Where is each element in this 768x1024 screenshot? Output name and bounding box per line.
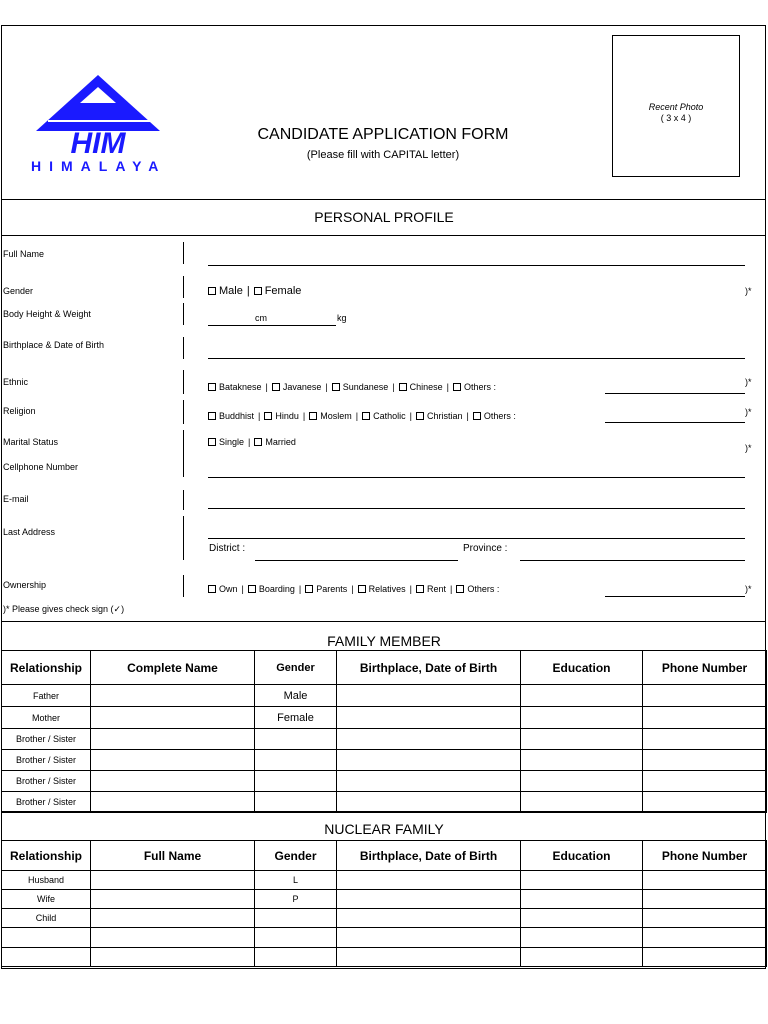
religion-options: Buddhist | Hindu | Moslem | Catholic | Christian | Others : bbox=[208, 411, 516, 421]
divider bbox=[1, 811, 766, 812]
checkbox-ownership-others[interactable] bbox=[456, 585, 464, 593]
photo-box[interactable] bbox=[612, 35, 740, 177]
table-cell[interactable]: Brother / Sister bbox=[2, 729, 91, 750]
checkbox-married[interactable] bbox=[254, 438, 262, 446]
height-field[interactable] bbox=[208, 325, 336, 326]
gender-label: Gender bbox=[3, 286, 34, 296]
column-header: Gender bbox=[255, 841, 337, 871]
province-label: Province : bbox=[463, 543, 508, 554]
column-header: Gender bbox=[255, 651, 337, 685]
table-cell[interactable] bbox=[91, 729, 255, 750]
required-mark: )* bbox=[745, 584, 752, 594]
option-married: Married bbox=[265, 437, 296, 447]
table-cell[interactable] bbox=[521, 771, 643, 792]
table-cell[interactable]: Father bbox=[2, 685, 91, 707]
column-header: Birthplace, Date of Birth bbox=[337, 841, 521, 871]
table-cell[interactable] bbox=[643, 707, 767, 729]
address-field[interactable] bbox=[208, 538, 745, 539]
table-cell[interactable] bbox=[255, 948, 337, 967]
column-header: Complete Name bbox=[91, 651, 255, 685]
province-field[interactable] bbox=[520, 560, 745, 561]
family-member-title: FAMILY MEMBER bbox=[327, 633, 441, 649]
option-catholic: Catholic bbox=[373, 411, 406, 421]
table-row bbox=[2, 890, 767, 909]
table-cell[interactable] bbox=[337, 948, 521, 967]
divider bbox=[1, 199, 766, 200]
column-header: Birthplace, Date of Birth bbox=[337, 651, 521, 685]
cm-unit: cm bbox=[255, 313, 267, 323]
table-cell[interactable] bbox=[91, 707, 255, 729]
checkbox-single[interactable] bbox=[208, 438, 216, 446]
checkbox-chinese[interactable] bbox=[399, 383, 407, 391]
checkbox-boarding[interactable] bbox=[248, 585, 256, 593]
table-cell[interactable] bbox=[643, 792, 767, 813]
table-cell[interactable] bbox=[521, 792, 643, 813]
table-cell[interactable] bbox=[521, 909, 643, 928]
table-cell[interactable] bbox=[255, 928, 337, 948]
option-christian: Christian bbox=[426, 411, 463, 421]
table-row bbox=[2, 928, 767, 948]
option-javanese: Javanese bbox=[282, 382, 322, 392]
full-name-label: Full Name bbox=[3, 249, 45, 259]
column-header: Phone Number bbox=[643, 841, 767, 871]
table-cell[interactable] bbox=[521, 729, 643, 750]
table-cell[interactable] bbox=[521, 750, 643, 771]
separator-bar bbox=[183, 575, 184, 597]
separator-bar bbox=[183, 400, 184, 424]
table-cell[interactable] bbox=[255, 792, 337, 813]
option-ethnic-others: Others : bbox=[464, 382, 497, 392]
separator-bar bbox=[183, 276, 184, 298]
option-male: Male bbox=[219, 285, 243, 297]
marital-label: Marital Status bbox=[3, 437, 59, 447]
table-cell[interactable] bbox=[255, 729, 337, 750]
column-header: Relationship bbox=[2, 841, 91, 871]
ownership-others-field[interactable] bbox=[605, 596, 745, 597]
table-cell[interactable] bbox=[337, 890, 521, 909]
check-sign-note: )* Please gives check sign (✓) bbox=[3, 604, 125, 614]
option-bataknese: Bataknese bbox=[219, 382, 262, 392]
table-cell[interactable] bbox=[643, 729, 767, 750]
separator-bar bbox=[183, 430, 184, 477]
checkbox-ethnic-others[interactable] bbox=[453, 383, 461, 391]
table-row bbox=[2, 909, 767, 928]
required-mark: )* bbox=[745, 407, 752, 417]
ownership-label: Ownership bbox=[3, 580, 47, 590]
table-cell[interactable] bbox=[91, 909, 255, 928]
checkbox-relatives[interactable] bbox=[358, 585, 366, 593]
photo-label: Recent Photo bbox=[648, 102, 704, 112]
table-cell[interactable] bbox=[255, 750, 337, 771]
table-cell[interactable] bbox=[643, 750, 767, 771]
table-cell[interactable] bbox=[255, 909, 337, 928]
table-cell[interactable] bbox=[643, 909, 767, 928]
table-row bbox=[2, 750, 767, 771]
required-mark: )* bbox=[745, 286, 752, 296]
checkbox-javanese[interactable] bbox=[272, 383, 280, 391]
separator-bar bbox=[183, 242, 184, 264]
table-cell[interactable] bbox=[521, 871, 643, 890]
nuclear-family-table bbox=[1, 840, 767, 967]
required-mark: )* bbox=[745, 443, 752, 453]
option-ownership-others: Others : bbox=[467, 584, 500, 594]
photo-size: ( 3 x 4 ) bbox=[660, 113, 692, 123]
option-hindu: Hindu bbox=[275, 411, 299, 421]
table-cell[interactable] bbox=[337, 871, 521, 890]
table-cell[interactable]: Brother / Sister bbox=[2, 750, 91, 771]
checkbox-rent[interactable] bbox=[416, 585, 424, 593]
email-label: E-mail bbox=[3, 494, 29, 504]
checkbox-religion-others[interactable] bbox=[473, 412, 481, 420]
family-member-table bbox=[1, 650, 767, 813]
option-relatives: Relatives bbox=[368, 584, 406, 594]
option-religion-others: Others : bbox=[483, 411, 516, 421]
option-buddhist: Buddhist bbox=[219, 411, 255, 421]
table-cell[interactable] bbox=[91, 890, 255, 909]
column-header: Education bbox=[521, 651, 643, 685]
option-sundanese: Sundanese bbox=[342, 382, 389, 392]
table-cell[interactable] bbox=[521, 890, 643, 909]
required-mark: )* bbox=[745, 377, 752, 387]
table-cell[interactable]: Male bbox=[255, 685, 337, 707]
checkbox-parents[interactable] bbox=[305, 585, 313, 593]
checkbox-christian[interactable] bbox=[416, 412, 424, 420]
district-label: District : bbox=[209, 543, 246, 554]
table-row bbox=[2, 707, 767, 729]
table-cell[interactable]: Brother / Sister bbox=[2, 771, 91, 792]
logo-mark-text: HIM bbox=[70, 127, 126, 160]
table-cell[interactable] bbox=[643, 890, 767, 909]
table-row bbox=[2, 948, 767, 967]
table-cell[interactable]: Child bbox=[2, 909, 91, 928]
table-cell[interactable] bbox=[337, 707, 521, 729]
table-cell[interactable] bbox=[337, 750, 521, 771]
table-cell[interactable] bbox=[337, 771, 521, 792]
table-cell[interactable]: Female bbox=[255, 707, 337, 729]
table-cell[interactable]: Husband bbox=[2, 871, 91, 890]
district-field[interactable] bbox=[255, 560, 458, 561]
table-cell[interactable] bbox=[643, 871, 767, 890]
logo-text: HIMALAYA bbox=[31, 158, 167, 173]
birth-label: Birthplace & Date of Birth bbox=[3, 340, 105, 350]
email-field[interactable] bbox=[208, 508, 745, 509]
option-parents: Parents bbox=[316, 584, 348, 594]
table-cell[interactable] bbox=[521, 928, 643, 948]
table-cell[interactable] bbox=[91, 792, 255, 813]
ethnic-options: Bataknese | Javanese | Sundanese | Chinese | Others : bbox=[208, 382, 496, 392]
company-logo bbox=[28, 73, 188, 173]
page-title: CANDIDATE APPLICATION FORM bbox=[257, 126, 509, 143]
table-cell[interactable] bbox=[2, 928, 91, 948]
table-cell[interactable] bbox=[521, 948, 643, 967]
option-chinese: Chinese bbox=[409, 382, 443, 392]
checkbox-catholic[interactable] bbox=[362, 412, 370, 420]
address-label: Last Address bbox=[3, 527, 56, 537]
checkbox-buddhist[interactable] bbox=[208, 412, 216, 420]
separator-bar bbox=[183, 516, 184, 560]
table-cell[interactable] bbox=[255, 771, 337, 792]
column-header: Education bbox=[521, 841, 643, 871]
table-cell[interactable] bbox=[91, 948, 255, 967]
column-header: Full Name bbox=[91, 841, 255, 871]
checkbox-own[interactable] bbox=[208, 585, 216, 593]
checkbox-moslem[interactable] bbox=[309, 412, 317, 420]
table-cell[interactable] bbox=[337, 792, 521, 813]
column-header: Phone Number bbox=[643, 651, 767, 685]
table-cell[interactable] bbox=[521, 707, 643, 729]
table-cell[interactable] bbox=[337, 685, 521, 707]
separator-bar bbox=[183, 303, 184, 325]
checkbox-male[interactable] bbox=[208, 287, 216, 295]
table-cell[interactable] bbox=[91, 871, 255, 890]
table-cell[interactable] bbox=[643, 685, 767, 707]
table-cell[interactable] bbox=[91, 750, 255, 771]
divider bbox=[1, 621, 766, 622]
separator-bar bbox=[183, 490, 184, 510]
religion-others-field[interactable] bbox=[605, 422, 745, 423]
cellphone-label: Cellphone Number bbox=[3, 462, 79, 472]
checkbox-bataknese[interactable] bbox=[208, 383, 216, 391]
table-cell[interactable]: L bbox=[255, 871, 337, 890]
table-row bbox=[2, 685, 767, 707]
table-cell[interactable] bbox=[521, 685, 643, 707]
column-header: Relationship bbox=[2, 651, 91, 685]
logo-mark-icon bbox=[28, 73, 188, 173]
ownership-options: Own | Boarding | Parents | Relatives | Rent | Others : bbox=[208, 584, 499, 594]
separator-bar bbox=[183, 370, 184, 394]
table-cell[interactable] bbox=[337, 729, 521, 750]
table-row bbox=[2, 792, 767, 813]
table-cell[interactable]: P bbox=[255, 890, 337, 909]
table-cell[interactable]: Brother / Sister bbox=[2, 792, 91, 813]
table-cell[interactable]: Wife bbox=[2, 890, 91, 909]
checkbox-hindu[interactable] bbox=[264, 412, 272, 420]
cellphone-field[interactable] bbox=[208, 477, 745, 478]
nuclear-family-title: NUCLEAR FAMILY bbox=[324, 821, 444, 837]
body-label: Body Height & Weight bbox=[3, 309, 91, 319]
table-cell[interactable]: Mother bbox=[2, 707, 91, 729]
table-cell[interactable] bbox=[337, 909, 521, 928]
table-cell[interactable] bbox=[91, 685, 255, 707]
kg-unit: kg bbox=[337, 313, 347, 323]
table-cell[interactable] bbox=[643, 948, 767, 967]
table-cell[interactable] bbox=[2, 948, 91, 967]
marital-options: Single | Married bbox=[208, 437, 296, 447]
ethnic-label: Ethnic bbox=[3, 377, 29, 387]
divider bbox=[1, 235, 766, 236]
separator-bar bbox=[183, 337, 184, 359]
religion-label: Religion bbox=[3, 406, 36, 416]
table-cell[interactable] bbox=[91, 928, 255, 948]
option-female: Female bbox=[264, 285, 302, 297]
full-name-field[interactable] bbox=[208, 265, 745, 266]
option-moslem: Moslem bbox=[320, 411, 352, 421]
option-rent: Rent bbox=[426, 584, 446, 594]
option-own: Own bbox=[219, 584, 238, 594]
table-row bbox=[2, 729, 767, 750]
birth-field[interactable] bbox=[208, 358, 745, 359]
ethnic-others-field[interactable] bbox=[605, 393, 745, 394]
checkbox-female[interactable] bbox=[254, 287, 262, 295]
table-row bbox=[2, 771, 767, 792]
option-single: Single bbox=[219, 437, 245, 447]
table-row bbox=[2, 871, 767, 890]
page-subtitle: (Please fill with CAPITAL letter) bbox=[306, 149, 460, 161]
table-cell[interactable] bbox=[337, 928, 521, 948]
personal-profile-title: PERSONAL PROFILE bbox=[314, 209, 454, 225]
gender-options: Male | Female bbox=[208, 285, 301, 297]
table-cell[interactable] bbox=[643, 771, 767, 792]
checkbox-sundanese[interactable] bbox=[332, 383, 340, 391]
table-cell[interactable] bbox=[643, 928, 767, 948]
option-boarding: Boarding bbox=[258, 584, 295, 594]
table-cell[interactable] bbox=[91, 771, 255, 792]
